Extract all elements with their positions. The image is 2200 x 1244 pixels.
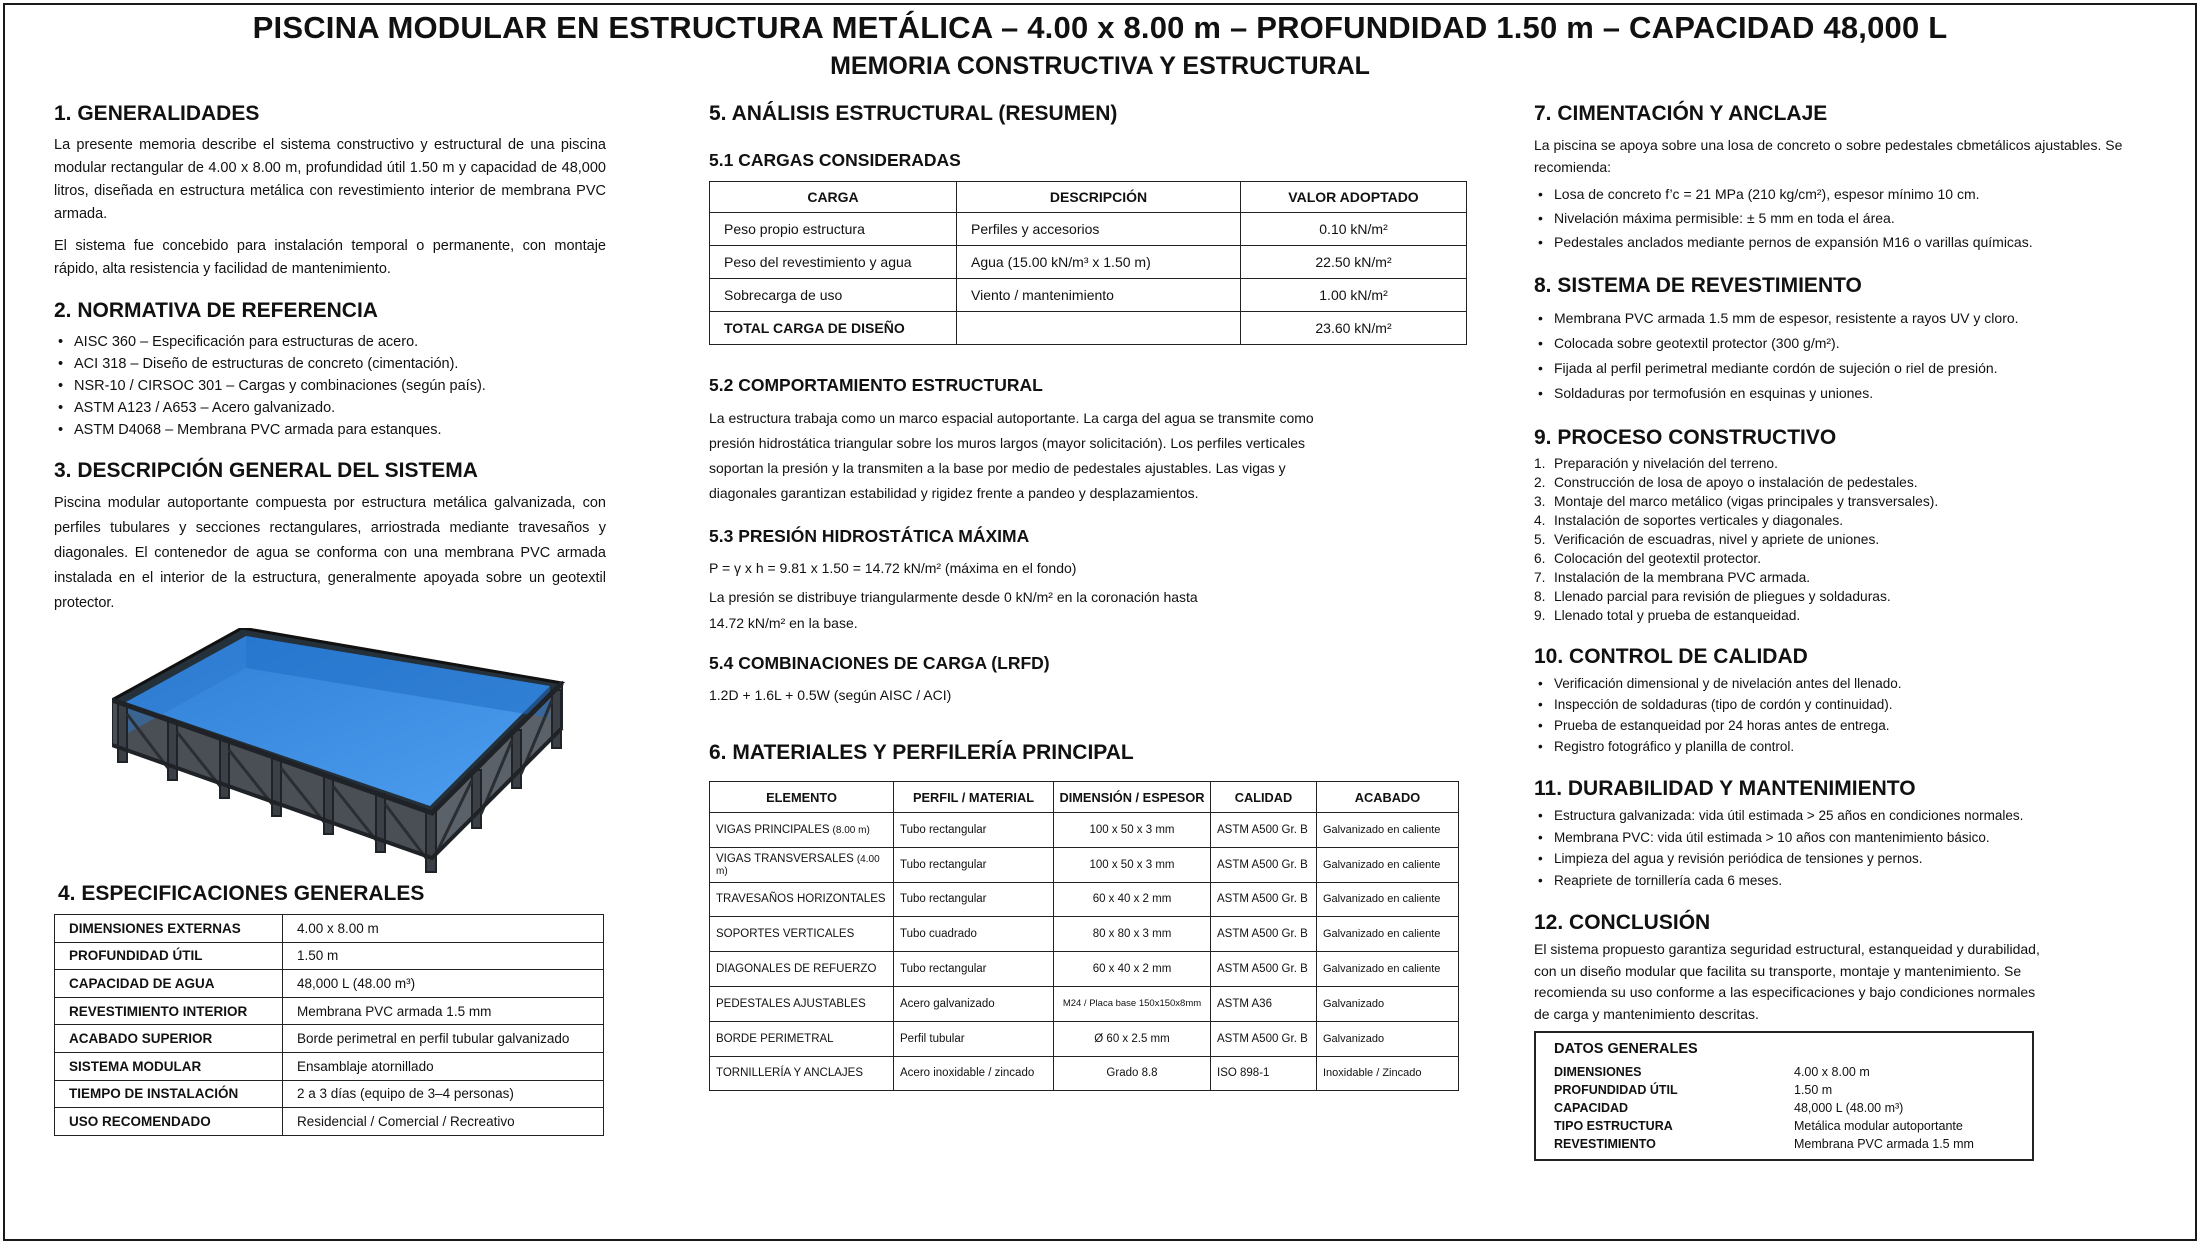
list-item xyxy=(1534,530,2154,549)
paragraph: El sistema propuesto garantiza seguridad estructural, estanqueidad y durabilidad, con un diseño modular que facilita su transporte, montaje y mantenimiento. Se recomienda su uso conforme a las especificaciones y bajo condiciones normales de carga y mantenimiento descritas. xyxy=(1534,941,2040,1022)
table-cell xyxy=(710,986,894,1021)
cimentacion-list xyxy=(1534,182,2154,254)
list-item: • ASTM D4068 – Membrana PVC armada para estanques. xyxy=(54,419,606,441)
materials-table xyxy=(709,781,1459,1091)
datos-row xyxy=(1554,1081,2014,1099)
spec-label: DIMENSIONES EXTERNAS xyxy=(55,915,283,943)
column-header: ACABADO xyxy=(1317,782,1459,813)
section-proceso xyxy=(1534,426,2154,625)
datos-label: TIPO ESTRUCTURA xyxy=(1554,1119,1673,1133)
table-cell: ASTM A500 Gr. B xyxy=(1211,847,1317,882)
table-cell xyxy=(710,813,894,848)
table-cell: Galvanizado en caliente xyxy=(1317,882,1459,917)
step-number: 2. xyxy=(1534,475,1546,490)
datos-value: Membrana PVC armada 1.5 mm xyxy=(1794,1137,1974,1151)
spec-value: 1.50 m xyxy=(283,942,604,970)
table-cell: Tubo rectangular xyxy=(894,882,1054,917)
table-cell xyxy=(710,952,894,987)
section-generalidades xyxy=(54,102,606,281)
table-cell: 80 x 80 x 3 mm xyxy=(1054,917,1211,952)
list-item xyxy=(1534,549,2154,568)
section-descripcion xyxy=(54,459,606,616)
step-text: Colocación del geotextil protector. xyxy=(1554,551,1762,566)
loads-table xyxy=(709,181,1467,345)
list-item: • Losa de concreto f’c = 21 MPa (210 kg/cm²), espesor mínimo 10 cm. xyxy=(1534,182,2154,206)
section-heading: 6. MATERIALES Y PERFILERÍA PRINCIPAL xyxy=(709,741,1134,764)
table-row xyxy=(710,882,1459,917)
proceso-list xyxy=(1534,454,2154,625)
table-cell: 22.50 kN/m² xyxy=(1241,246,1467,279)
table-row xyxy=(55,1080,604,1108)
datos-label: DIMENSIONES xyxy=(1554,1065,1642,1079)
table-cell: 1.00 kN/m² xyxy=(1241,279,1467,312)
step-text: Verificación de escuadras, nivel y apriete de uniones. xyxy=(1554,532,1880,547)
table-row xyxy=(710,813,1459,848)
section-heading: 2. NORMATIVA DE REFERENCIA xyxy=(54,299,378,322)
specs-table xyxy=(54,914,604,1136)
list-item: • Fijada al perfil perimetral mediante cordón de sujeción o riel de presión. xyxy=(1534,356,2154,381)
control-list xyxy=(1534,673,2154,757)
table-cell: Peso propio estructura xyxy=(710,213,957,246)
element-name: DIAGONALES DE REFUERZO xyxy=(716,963,877,976)
column-header: VALOR ADOPTADO xyxy=(1241,182,1467,213)
table-cell: 60 x 40 x 2 mm xyxy=(1054,882,1211,917)
element-name: TORNILLERÍA Y ANCLAJES xyxy=(716,1067,864,1080)
table-cell: Peso del revestimiento y agua xyxy=(710,246,957,279)
list-item: • Prueba de estanqueidad por 24 horas antes de entrega. xyxy=(1534,715,2154,736)
datos-row xyxy=(1554,1063,2014,1081)
step-text: Llenado parcial para revisión de pliegues y soldaduras. xyxy=(1554,589,1891,604)
section-durabilidad xyxy=(1534,777,2154,891)
step-text: Montaje del marco metálico (vigas principales y transversales). xyxy=(1554,494,1939,509)
step-number: 5. xyxy=(1534,532,1546,547)
spec-value: 2 a 3 días (equipo de 3–4 personas) xyxy=(283,1080,604,1108)
spec-label: SISTEMA MODULAR xyxy=(55,1052,283,1080)
step-text: Instalación de soportes verticales y diagonales. xyxy=(1554,513,1844,528)
step-text: Preparación y nivelación del terreno. xyxy=(1554,456,1778,471)
datos-value: Metálica modular autoportante xyxy=(1794,1119,1963,1133)
subsection-heading: 5.1 CARGAS CONSIDERADAS xyxy=(709,150,961,170)
table-cell: Ø 60 x 2.5 mm xyxy=(1054,1021,1211,1056)
spec-value: Membrana PVC armada 1.5 mm xyxy=(283,997,604,1025)
table-row xyxy=(710,246,1467,279)
table-cell: ASTM A500 Gr. B xyxy=(1211,1021,1317,1056)
column-right xyxy=(1534,102,2154,1161)
table-cell: ASTM A500 Gr. B xyxy=(1211,813,1317,848)
section-normativa xyxy=(54,299,606,441)
durabilidad-list xyxy=(1534,805,2154,891)
datos-value: 1.50 m xyxy=(1794,1083,1833,1097)
column-middle xyxy=(709,102,1469,1091)
list-item: • NSR-10 / CIRSOC 301 – Cargas y combinaciones (según país). xyxy=(54,375,606,397)
list-item xyxy=(1534,454,2154,473)
table-row xyxy=(710,279,1467,312)
table-row xyxy=(55,915,604,943)
table-cell: Galvanizado xyxy=(1317,986,1459,1021)
subsection-heading: 5.4 COMBINACIONES DE CARGA (LRFD) xyxy=(709,653,1050,673)
list-item xyxy=(1534,568,2154,587)
table-cell: ASTM A500 Gr. B xyxy=(1211,917,1317,952)
spec-value: 4.00 x 8.00 m xyxy=(283,915,604,943)
step-number: 1. xyxy=(1534,456,1546,471)
column-left xyxy=(54,102,606,1136)
list-item: • Nivelación máxima permisible: ± 5 mm en toda el área. xyxy=(1534,206,2154,230)
list-item: • Reapriete de tornillería cada 6 meses. xyxy=(1534,870,2154,892)
list-item: • Inspección de soldaduras (tipo de cordón y continuidad). xyxy=(1534,694,2154,715)
paragraph: El sistema fue concebido para instalación temporal o permanente, con montaje rápido, alta resistencia y facilidad de mantenimiento. xyxy=(54,238,606,277)
document-title: PISCINA MODULAR EN ESTRUCTURA METÁLICA – 4.00 x 8.00 m – PROFUNDIDAD 1.50 m – CAPACIDAD 48,000 L xyxy=(252,10,1948,45)
section-heading: 8. SISTEMA DE REVESTIMIENTO xyxy=(1534,274,1862,297)
list-item xyxy=(1534,511,2154,530)
column-header: CALIDAD xyxy=(1211,782,1317,813)
list-item xyxy=(1534,606,2154,625)
table-row xyxy=(55,942,604,970)
list-item: • Registro fotográfico y planilla de control. xyxy=(1534,736,2154,757)
section-control xyxy=(1534,645,2154,757)
table-cell xyxy=(710,1021,894,1056)
section-especificaciones xyxy=(54,882,606,1136)
table-cell: 100 x 50 x 3 mm xyxy=(1054,847,1211,882)
table-cell: Agua (15.00 kN/m³ x 1.50 m) xyxy=(957,246,1241,279)
element-name: PEDESTALES AJUSTABLES xyxy=(716,997,866,1010)
datos-label: PROFUNDIDAD ÚTIL xyxy=(1554,1083,1678,1097)
element-name: SOPORTES VERTICALES xyxy=(716,928,855,941)
spec-label: REVESTIMIENTO INTERIOR xyxy=(55,997,283,1025)
table-row xyxy=(710,213,1467,246)
list-item: • Colocada sobre geotextil protector (300 g/m²). xyxy=(1534,331,2154,356)
table-row xyxy=(710,1021,1459,1056)
step-number: 6. xyxy=(1534,551,1546,566)
table-cell xyxy=(710,882,894,917)
section-heading: 12. CONCLUSIÓN xyxy=(1534,911,1711,934)
spec-label: USO RECOMENDADO xyxy=(55,1108,283,1136)
spec-label: PROFUNDIDAD ÚTIL xyxy=(55,942,283,970)
datos-generales-box xyxy=(1534,1031,2034,1161)
formula: P = γ x h = 9.81 x 1.50 = 14.72 kN/m² (máxima en el fondo) xyxy=(709,560,1077,576)
table-cell: M24 / Placa base 150x150x8mm xyxy=(1054,986,1211,1021)
paragraph: 14.72 kN/m² en la base. xyxy=(709,615,858,631)
table-cell: Galvanizado en caliente xyxy=(1317,847,1459,882)
table-cell: Tubo rectangular xyxy=(894,813,1054,848)
section-heading: 1. GENERALIDADES xyxy=(54,102,260,125)
table-cell: Grado 8.8 xyxy=(1054,1056,1211,1091)
paragraph: La piscina se apoya sobre una losa de concreto o sobre pedestales cbmetálicos ajustables. Se recomienda: xyxy=(1534,137,2123,175)
datos-value: 48,000 L (48.00 m³) xyxy=(1794,1101,1904,1115)
list-item: • AISC 360 – Especificación para estructuras de acero. xyxy=(54,331,606,353)
table-cell: ISO 898-1 xyxy=(1211,1056,1317,1091)
table-cell: ASTM A36 xyxy=(1211,986,1317,1021)
datos-row xyxy=(1554,1135,2014,1153)
section-heading: 9. PROCESO CONSTRUCTIVO xyxy=(1534,426,1837,449)
list-item: • Limpieza del agua y revisión periódica de tensiones y pernos. xyxy=(1534,848,2154,870)
table-row xyxy=(710,986,1459,1021)
list-item: • Verificación dimensional y de nivelación antes del llenado. xyxy=(1534,673,2154,694)
table-row xyxy=(55,1052,604,1080)
paragraph: La presión se distribuye triangularmente desde 0 kN/m² en la coronación hasta xyxy=(709,589,1198,605)
paragraph: La presente memoria describe el sistema constructivo y estructural de una piscina modular rectangular de 4.00 x 8.00 m, profundidad útil 1.50 m y capacidad de 48,000 litros, diseñada en estructura metálica con revestimiento interior de membrana PVC armada. xyxy=(54,137,606,222)
spec-label: TIEMPO DE INSTALACIÓN xyxy=(55,1080,283,1108)
step-number: 7. xyxy=(1534,570,1546,585)
element-name: TRAVESAÑOS HORIZONTALES xyxy=(716,893,886,906)
datos-label: REVESTIMIENTO xyxy=(1554,1137,1656,1151)
table-cell: Viento / mantenimiento xyxy=(957,279,1241,312)
column-header: ELEMENTO xyxy=(710,782,894,813)
section-heading: 5. ANÁLISIS ESTRUCTURAL (RESUMEN) xyxy=(709,102,1118,125)
list-item: • Membrana PVC armada 1.5 mm de espesor, resistente a rayos UV y cloro. xyxy=(1534,306,2154,331)
table-cell: Perfiles y accesorios xyxy=(957,213,1241,246)
table-cell: 23.60 kN/m² xyxy=(1241,312,1467,345)
datos-value: 4.00 x 8.00 m xyxy=(1794,1065,1870,1079)
spec-value: Borde perimetral en perfil tubular galvanizado xyxy=(283,1025,604,1053)
datos-title: DATOS GENERALES xyxy=(1554,1041,1698,1057)
list-item: • Membrana PVC: vida útil estimada > 10 años con mantenimiento básico. xyxy=(1534,827,2154,849)
column-header: DESCRIPCIÓN xyxy=(957,182,1241,213)
table-row xyxy=(710,312,1467,345)
section-heading: 11. DURABILIDAD Y MANTENIMIENTO xyxy=(1534,777,1916,800)
table-cell: ASTM A500 Gr. B xyxy=(1211,882,1317,917)
element-length: (8.00 m) xyxy=(832,824,870,836)
table-cell: Galvanizado en caliente xyxy=(1317,917,1459,952)
table-cell: Galvanizado en caliente xyxy=(1317,813,1459,848)
document-subtitle: MEMORIA CONSTRUCTIVA Y ESTRUCTURAL xyxy=(830,52,1370,80)
table-cell: Acero inoxidable / zincado xyxy=(894,1056,1054,1091)
spec-value: 48,000 L (48.00 m³) xyxy=(283,970,604,998)
table-cell xyxy=(710,917,894,952)
section-heading: 7. CIMENTACIÓN Y ANCLAJE xyxy=(1534,102,1828,125)
datos-row xyxy=(1554,1117,2014,1135)
element-name: VIGAS PRINCIPALES xyxy=(716,823,830,836)
table-cell: Acero galvanizado xyxy=(894,986,1054,1021)
table-cell: Tubo cuadrado xyxy=(894,917,1054,952)
datos-label: CAPACIDAD xyxy=(1554,1101,1629,1115)
list-item: • Pedestales anclados mediante pernos de expansión M16 o varillas químicas. xyxy=(1534,230,2154,254)
table-cell: Galvanizado xyxy=(1317,1021,1459,1056)
spec-value: Residencial / Comercial / Recreativo xyxy=(283,1108,604,1136)
column-header: DIMENSIÓN / ESPESOR xyxy=(1054,782,1211,813)
element-name: VIGAS TRANSVERSALES xyxy=(716,852,854,865)
step-number: 4. xyxy=(1534,513,1546,528)
column-header: CARGA xyxy=(710,182,957,213)
list-item: • ASTM A123 / A653 – Acero galvanizado. xyxy=(54,397,606,419)
table-row xyxy=(710,1056,1459,1091)
datos-row xyxy=(1554,1099,2014,1117)
list-item: • ACI 318 – Diseño de estructuras de concreto (cimentación). xyxy=(54,353,606,375)
table-cell: 0.10 kN/m² xyxy=(1241,213,1467,246)
table-cell: Perfil tubular xyxy=(894,1021,1054,1056)
table-cell xyxy=(957,312,1241,345)
table-cell: Galvanizado en caliente xyxy=(1317,952,1459,987)
spec-label: ACABADO SUPERIOR xyxy=(55,1025,283,1053)
table-cell: Tubo rectangular xyxy=(894,952,1054,987)
section-heading: 4. ESPECIFICACIONES GENERALES xyxy=(58,882,425,905)
column-header: PERFIL / MATERIAL xyxy=(894,782,1054,813)
table-cell xyxy=(710,1056,894,1091)
list-item xyxy=(1534,492,2154,511)
section-cimentacion xyxy=(1534,102,2154,254)
table-row xyxy=(55,1025,604,1053)
table-row xyxy=(55,997,604,1025)
step-text: Llenado total y prueba de estanqueidad. xyxy=(1554,608,1801,623)
table-cell: 100 x 50 x 3 mm xyxy=(1054,813,1211,848)
list-item xyxy=(1534,587,2154,606)
section-heading: 3. DESCRIPCIÓN GENERAL DEL SISTEMA xyxy=(54,459,478,482)
table-row xyxy=(710,847,1459,882)
section-conclusion xyxy=(1534,911,2154,1161)
element-name: BORDE PERIMETRAL xyxy=(716,1032,834,1045)
subsection-heading: 5.3 PRESIÓN HIDROSTÁTICA MÁXIMA xyxy=(709,526,1030,546)
table-cell: ASTM A500 Gr. B xyxy=(1211,952,1317,987)
table-cell xyxy=(710,847,894,882)
spec-value: Ensamblaje atornillado xyxy=(283,1052,604,1080)
normativa-list xyxy=(54,331,606,441)
paragraph: La estructura trabaja como un marco espacial autoportante. La carga del agua se transmite como presión hidrostática triangular sobre los muros largos (mayor solicitación). Los perfiles verticales soportan la presión y la transmiten a la base por medio de pedestales ajustables. Las vigas y diagonales garantizan estabilidad y rigidez frente a pandeo y desplazamientos. xyxy=(709,410,1314,501)
table-cell: Tubo rectangular xyxy=(894,847,1054,882)
list-item: • Estructura galvanizada: vida útil estimada > 25 años en condiciones normales. xyxy=(1534,805,2154,827)
table-row xyxy=(55,970,604,998)
table-cell: 60 x 40 x 2 mm xyxy=(1054,952,1211,987)
table-row xyxy=(710,917,1459,952)
list-item: • Soldaduras por termofusión en esquinas y uniones. xyxy=(1534,381,2154,406)
section-revestimiento xyxy=(1534,274,2154,406)
section-heading: 10. CONTROL DE CALIDAD xyxy=(1534,645,1808,668)
subsection-heading: 5.2 COMPORTAMIENTO ESTRUCTURAL xyxy=(709,375,1043,395)
table-cell: Inoxidable / Zincado xyxy=(1317,1056,1459,1091)
table-cell: Sobrecarga de uso xyxy=(710,279,957,312)
table-row xyxy=(55,1108,604,1136)
table-cell: TOTAL CARGA DE DISEÑO xyxy=(710,312,957,345)
step-text: Construcción de losa de apoyo o instalación de pedestales. xyxy=(1554,475,1918,490)
revestimiento-list xyxy=(1534,306,2154,406)
step-number: 9. xyxy=(1534,608,1546,623)
formula: 1.2D + 1.6L + 0.5W (según AISC / ACI) xyxy=(709,687,952,703)
list-item xyxy=(1534,473,2154,492)
paragraph: Piscina modular autoportante compuesta por estructura metálica galvanizada, con perfiles tubulares y secciones rectangulares, arriostrada mediante travesaños y diagonales. El contenedor de agua se conforma con una membrana PVC armada instalada en el interior de la estructura, generalmente apoyada sobre un geotextil protector. xyxy=(54,495,606,611)
table-row xyxy=(710,952,1459,987)
step-number: 3. xyxy=(1534,494,1546,509)
spec-label: CAPACIDAD DE AGUA xyxy=(55,970,283,998)
pool-illustration xyxy=(112,628,572,876)
step-text: Instalación de la membrana PVC armada. xyxy=(1554,570,1811,585)
element-length: (4.00 m) xyxy=(716,853,880,877)
step-number: 8. xyxy=(1534,589,1546,604)
